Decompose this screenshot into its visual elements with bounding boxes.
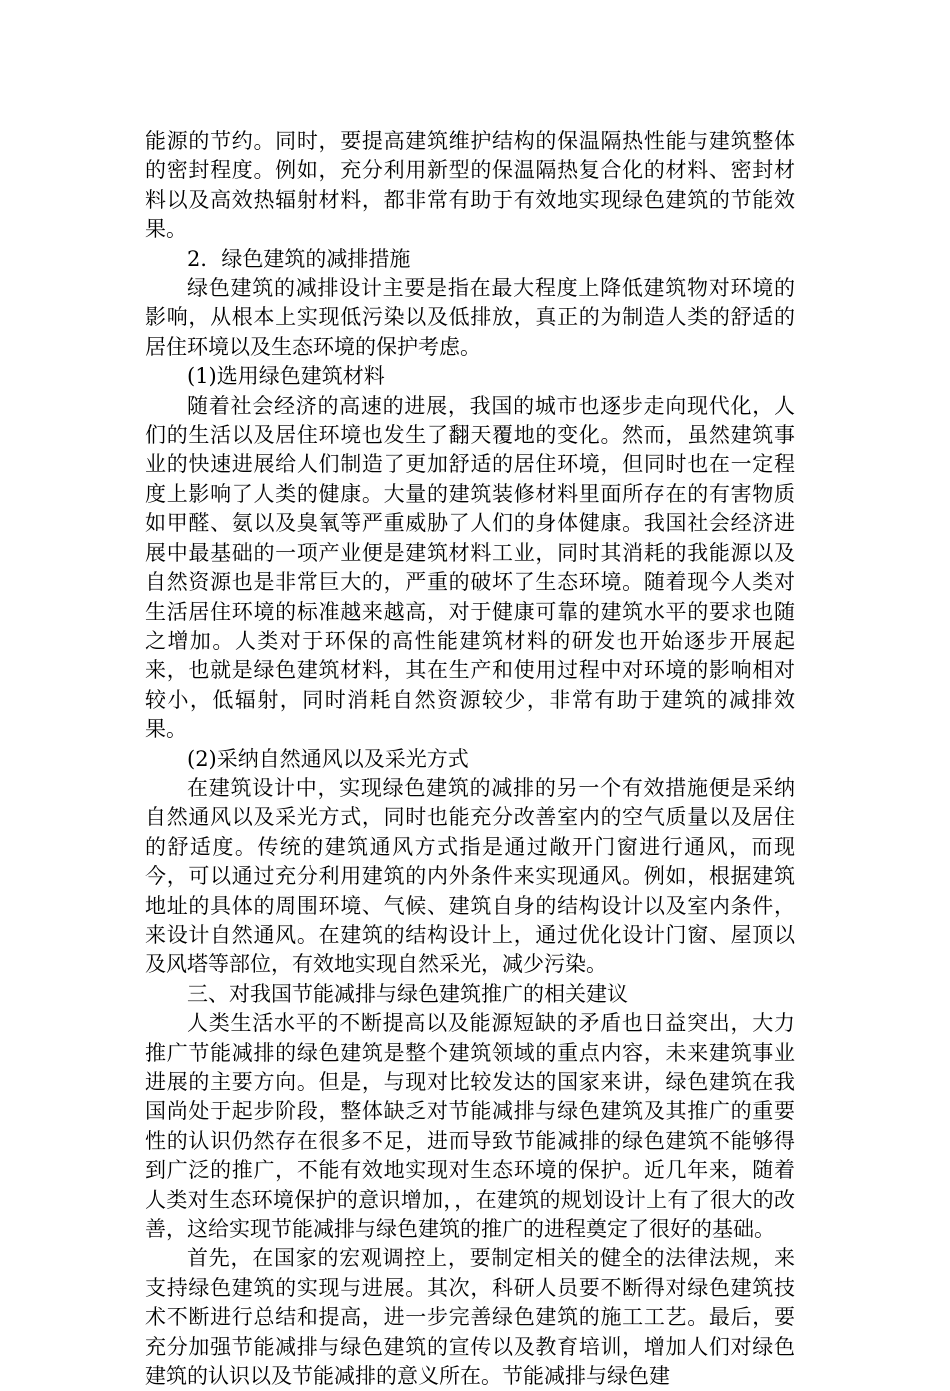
paragraph-natural-ventilation: 在建筑设计中，实现绿色建筑的减排的另一个有效措施便是采纳自然通风以及采光方式，同时也能充分改善室内的空气质量以及居住的舒适度。传统的建筑通风方式指是通过敞开门窗进行通风，而现今，可以通过充分利用建筑的内外条件来实现通风。例如，根据建筑地址的具体的周围环境、气候、建筑自身的结构设计以及室内条件，来设计自然通风。在建筑的结构设计上，通过优化设计门窗、屋顶以及风塔等部位，有效地实现自然采光，减少污染。 (145, 775, 795, 977)
paragraph-emission-design: 绿色建筑的减排设计主要是指在最大程度上降低建筑物对环境的影响，从根本上实现低污染以及低排放，真正的为制造人类的舒适的居住环境以及生态环境的保护考虑。 (145, 276, 795, 359)
heading-section-three: 三、对我国节能减排与绿色建筑推广的相关建议 (187, 981, 628, 1006)
paragraph-energy-saving-end: 能源的节约。同时，要提高建筑维护结构的保温隔热性能与建筑整体的密封程度。例如，充分利用新型的保温隔热复合化的材料、密封材料以及高效热辐射材料，都非常有助于有效地实现绿色建筑的节能效果。 (145, 129, 795, 242)
heading-natural-ventilation: (2)采纳自然通风以及采光方式 (187, 746, 469, 771)
heading-green-materials: (1)选用绿色建筑材料 (187, 364, 385, 389)
document-page (145, 127, 795, 1391)
paragraph-promotion: 人类生活水平的不断提高以及能源短缺的矛盾也日益突出，大力推广节能减排的绿色建筑是整个建筑领域的重点内容，未来建筑事业进展的主要方向。但是，与现对比较发达的国家来讲，绿色建筑在我国尚处于起步阶段，整体缺乏对节能减排与绿色建筑及其推广的重要性的认识仍然存在很多不足，进而导致节能减排的绿色建筑不能够得到广泛的推广，不能有效地实现对生态环境的保护。近几年来，随着人类对生态环境保护的意识增加，，在建筑的规划设计上有了很大的改善，这给实现节能减排与绿色建筑的推广的进程奠定了很好的基础。 (145, 1011, 795, 1242)
paragraph-green-materials: 随着社会经济的高速的进展，我国的城市也逐步走向现代化，人们的生活以及居住环境也发生了翻天覆地的变化。然而，虽然建筑事业的快速进展给人们制造了更加舒适的居住环境，但同时也在一定程度上影响了人类的健康。大量的建筑装修材料里面所存在的有害物质如甲醛、氨以及臭氧等严重威胁了人们的身体健康。我国社会经济进展中最基础的一项产业便是建筑材料工业，同时其消耗的我能源以及自然资源也是非常巨大的，严重的破坏了生态环境。随着现今人类对生活居住环境的标准越来越高，对于健康可靠的建筑水平的要求也随之增加。人类对于环保的高性能建筑材料的研发也开始逐步开展起来，也就是绿色建筑材料，其在生产和使用过程中对环境的影响相对较小，低辐射，同时消耗自然资源较少，非常有助于建筑的减排效果。 (145, 393, 795, 742)
paragraph-recommendations: 首先，在国家的宏观调控上，要制定相关的健全的法律法规，来支持绿色建筑的实现与进展。其次，科研人员要不断得对绿色建筑技术不断进行总结和提高，进一步完善绿色建筑的施工工艺。最后，要充分加强节能减排与绿色建筑的宣传以及教育培训，增加人们对绿色建筑的认识以及节能减排的意义所在。节能减排与绿色建 (145, 1246, 795, 1389)
heading-emission-measures: 2．绿色建筑的减排措施 (187, 246, 411, 271)
